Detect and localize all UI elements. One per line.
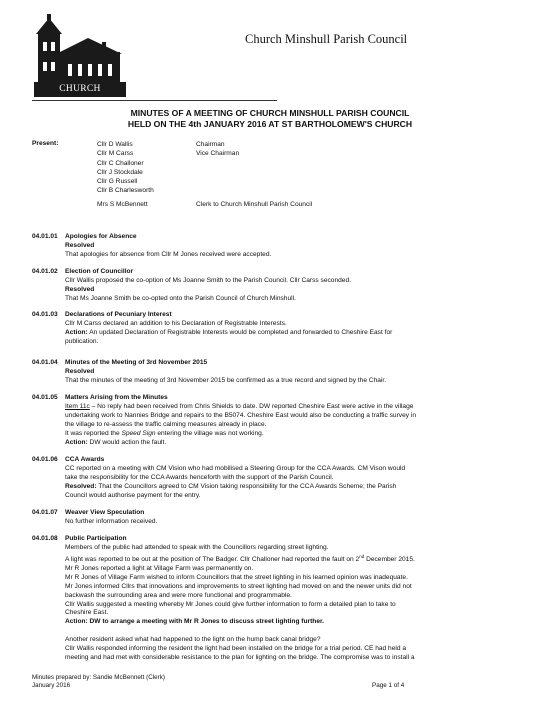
section-text: Cllr Wallis responded informing the resident the light had been installed on the bridge for a trial period. CE had held a xyxy=(65,645,406,653)
resolved-label: Resolved xyxy=(65,241,95,249)
logo-text: CHURCH MINSHULL xyxy=(34,82,126,97)
section-text: Council would authorise payment for the entry. xyxy=(65,491,201,499)
member: Cllr B Charlesworth xyxy=(97,187,154,195)
member: Cllr J Stockdale xyxy=(97,168,143,176)
action-text: An updated Declaration of Registrable Interests would be completed and forwarded to Cheshire East for xyxy=(89,328,393,336)
section-text: That apologies for absence from Cllr M Jones received were accepted. xyxy=(65,250,272,258)
section-election xyxy=(32,268,512,304)
section-heading: Election of Councillor xyxy=(65,268,134,275)
section-number: 04.01.05 xyxy=(32,394,58,401)
clerk-name: Mrs S McBennett xyxy=(97,201,148,208)
section-heading: CCA Awards xyxy=(65,456,105,463)
section-heading: Minutes of the Meeting of 3rd November 2015 xyxy=(65,359,208,366)
section-number: 04.01.01 xyxy=(32,233,58,240)
section-matters-arising xyxy=(32,394,512,447)
action-label: Action: xyxy=(65,328,88,336)
section-text: meeting and had met with considerable resistance to the plan for lighting on the bridge. The compromise was to install a xyxy=(65,653,415,661)
member: Cllr M Carss xyxy=(97,150,134,158)
section-heading: Apologies for Absence xyxy=(65,233,137,240)
section-heading: Weaver View Speculation xyxy=(65,509,145,516)
section-text: A light was reported to be out at the position of The Badger. Cllr Challoner had reported the fault on 2 xyxy=(65,556,360,563)
section-text: Cheshire East. xyxy=(65,609,109,617)
resolved-label: Resolved xyxy=(65,367,95,375)
section-text: backwash the surrounding area and were more functional and programmable. xyxy=(65,591,292,599)
section-number: 04.01.07 xyxy=(32,509,58,516)
section-text: Mr Jones informed Cllrs that innovations and improvements to street lighting had moved on and the newer units did not xyxy=(65,582,412,590)
page-number: Page 1 of 4 xyxy=(372,682,405,689)
member: Cllr C Challoner xyxy=(97,159,144,167)
section-text: undertaking work to Nannies Bridge and repairs to the B5074. Cheshire East would also be conducting a traffic survey in xyxy=(65,411,417,419)
footer xyxy=(32,674,165,690)
minutes-title-line1: MINUTES OF A MEETING OF CHURCH MINSHULL PARISH COUNCIL xyxy=(130,108,410,118)
present-roles xyxy=(196,140,239,159)
section-cca-awards xyxy=(32,456,512,501)
section-number: 04.01.06 xyxy=(32,456,58,463)
action-text: publication. xyxy=(65,337,99,345)
clerk-role: Clerk to Church Minshull Parish Council xyxy=(196,201,313,208)
section-declarations xyxy=(32,311,512,347)
role: Vice Chairman xyxy=(196,150,240,158)
action-label: Action: xyxy=(65,438,88,446)
action-text: DW would action the fault. xyxy=(87,438,167,446)
section-text: Another resident asked what had happened to the light on the hump back canal bridge? xyxy=(65,636,321,644)
section-number: 04.01.03 xyxy=(32,311,58,318)
section-text: Cllr M Carss declared an addition to his Declaration of Registrable Interests. xyxy=(65,319,287,327)
section-text: Cllr Wallis proposed the co-option of Ms Joanne Smith to the Parish Council. Cllr Carss seconded. xyxy=(65,276,351,284)
section-number: 04.01.02 xyxy=(32,268,58,275)
present-members xyxy=(97,140,154,196)
footer-prepared-by: Minutes prepared by: Sandie McBennett (Clerk) xyxy=(32,674,165,681)
speed-sign-text: Speed Sign xyxy=(121,429,156,437)
section-text: Mr R Jones reported a light at Village Farm was permanently on. xyxy=(65,564,254,572)
section-text: It was reported the xyxy=(65,429,122,437)
section-text: That Ms Joanne Smith be co-opted onto the Parish Council of Church Minshull. xyxy=(65,294,296,302)
section-heading: Public Participation xyxy=(65,535,127,542)
section-text: the village to re-assess the traffic calming measures already in place. xyxy=(65,420,267,428)
header-divider xyxy=(32,100,277,101)
resolved-label: Resolved xyxy=(65,285,95,293)
section-apologies xyxy=(32,233,512,260)
council-name: Church Minshull Parish Council xyxy=(245,32,408,46)
section-text: CC reported on a meeting with CM Vision who had mobilised a Steering Group for the CCA Awards. CM Vison would xyxy=(65,464,406,472)
role: Chairman xyxy=(196,141,225,148)
section-text: Members of the public had attended to speak with the Councillors regarding street lighting. xyxy=(65,543,329,551)
present-label: Present: xyxy=(32,140,59,147)
action-text: Action: DW to arrange a meeting with Mr R Jones to discuss street lighting further. xyxy=(65,618,325,626)
section-text: Cllr Wallis suggested a meeting whereby Mr Jones could give further information to form a detailed plan to take to xyxy=(65,600,396,608)
section-heading: Matters Arising from the Minutes xyxy=(65,394,168,401)
section-text: entering the village was not working. xyxy=(155,429,264,437)
section-previous-minutes xyxy=(32,359,512,386)
section-heading: Declarations of Pecuniary Interest xyxy=(65,311,172,318)
member: Cllr G Russell xyxy=(97,178,138,186)
resolved-label: Resolved: xyxy=(65,482,97,490)
section-text: take the responsibility for the CCA Awards henceforth with the support of the Parish Council. xyxy=(65,473,334,481)
section-text: Mr R Jones of Village Farm wished to inform Councillors that the street lighting in his learned opinion was inadequate. xyxy=(65,573,408,581)
section-number: 04.01.04 xyxy=(32,359,58,366)
section-text: That the Councillors agreed to CM Vision taking responsibility for the CCA Awards Scheme; the Parish xyxy=(96,482,397,490)
item-reference: Item 11c xyxy=(65,402,90,410)
section-text: – No reply had been received from Chris Shields to date. DW reported Cheshire East were active in the village xyxy=(89,402,414,410)
section-text: That the minutes of the meeting of 3rd November 2015 be confirmed as a true record and signed by the Chair. xyxy=(65,376,387,384)
section-text: December 2015. xyxy=(364,556,415,563)
section-text: No further information received. xyxy=(65,517,158,525)
section-number: 04.01.08 xyxy=(32,535,58,542)
superscript: nd xyxy=(359,553,365,559)
member: Cllr D Wallis xyxy=(97,141,133,148)
minutes-title-line2: HELD ON THE 4th JANUARY 2016 AT ST BARTHOLOMEW'S CHURCH xyxy=(127,119,413,129)
section-weaver-view xyxy=(32,509,512,527)
section-public-participation xyxy=(32,535,512,663)
footer-date: January 2016 xyxy=(32,682,71,690)
